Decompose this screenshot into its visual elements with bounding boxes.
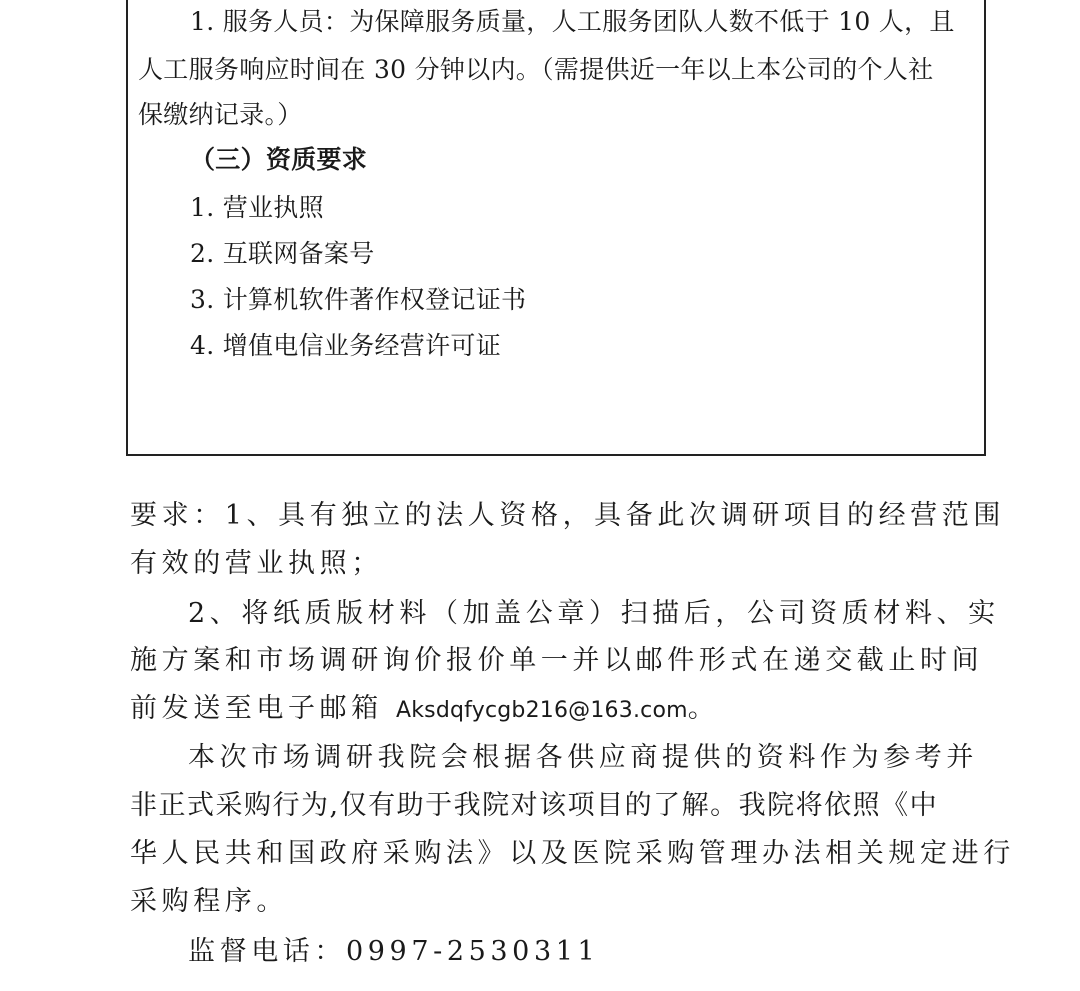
statement-line-1: 本次市场调研我院会根据各供应商提供的资料作为参考并	[188, 742, 978, 773]
requirement-2-line-3	[130, 693, 719, 727]
phone-label: 监督电话：	[188, 936, 346, 967]
qualification-item-2: 2. 互联网备案号	[190, 239, 375, 268]
phone-number: 0997-2530311	[346, 936, 600, 967]
requirement-2-line-2: 施方案和市场调研询价报价单一并以邮件形式在递交截止时间	[130, 645, 984, 676]
requirement-2-line-1: 2、将纸质版材料（加盖公章）扫描后，公司资质材料、实	[188, 598, 1000, 629]
requirement-2-prefix: 前发送至电子邮箱	[130, 693, 396, 724]
statement-line-4: 采购程序。	[130, 886, 288, 917]
qualification-heading: （三）资质要求	[190, 145, 368, 174]
statement-line-2: 非正式采购行为,仅有助于我院对该项目的了解。我院将依照《中	[130, 790, 939, 821]
email-address: Aksdqfycgb216@163.com	[395, 698, 688, 723]
qualification-item-1: 1. 营业执照	[190, 193, 324, 222]
statement-line-3: 华人民共和国政府采购法》以及医院采购管理办法相关规定进行	[130, 838, 1015, 869]
supervision-phone	[188, 936, 599, 968]
qualification-item-4: 4. 增值电信业务经营许可证	[190, 331, 502, 360]
requirement-2-suffix: 。	[687, 693, 720, 724]
requirement-1-line-2: 有效的营业执照；	[130, 548, 383, 579]
requirement-1-line-1: 要求：1、具有独立的法人资格，具备此次调研项目的经营范围	[130, 500, 1005, 531]
qualification-item-3: 3. 计算机软件著作权登记证书	[190, 285, 527, 314]
service-staff-line-3: 保缴纳记录。）	[138, 100, 303, 129]
service-staff-line-1: 1. 服务人员：为保障服务质量，人工服务团队人数不低于 10 人，且	[190, 7, 955, 36]
service-staff-line-2: 人工服务响应时间在 30 分钟以内。（需提供近一年以上本公司的个人社	[138, 55, 934, 84]
